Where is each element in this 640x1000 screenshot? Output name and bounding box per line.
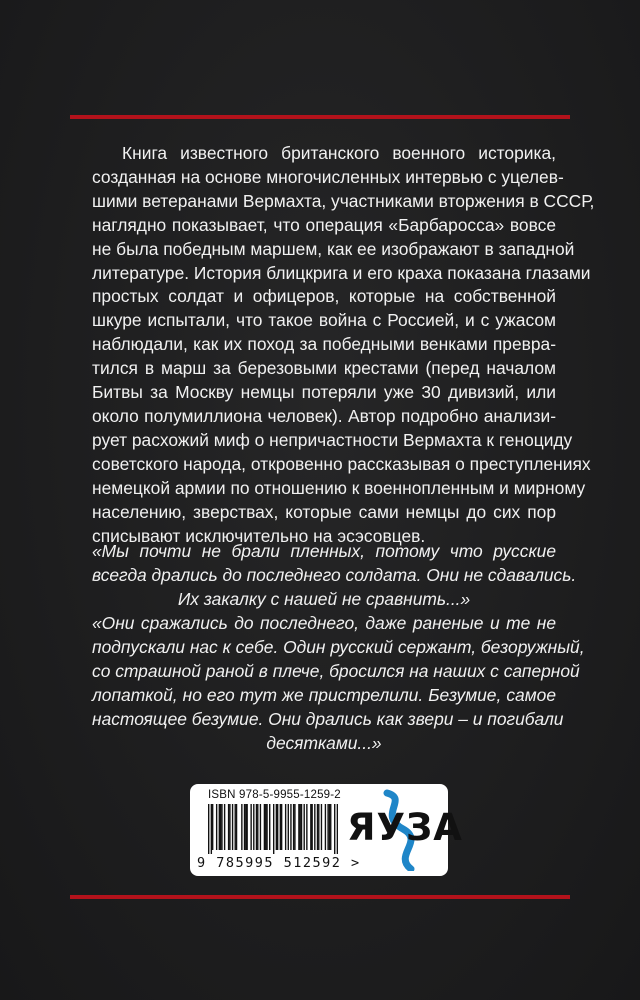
barcode-stripe bbox=[236, 804, 237, 850]
description-line: шими ветеранами Вермахта, участниками вторжения в СССР, bbox=[92, 190, 595, 211]
barcode-stripe bbox=[244, 804, 245, 850]
barcode-stripe bbox=[266, 804, 267, 850]
description-line: простых солдат и офицеров, которые на собственной bbox=[92, 286, 556, 307]
barcode-stripe bbox=[273, 804, 274, 854]
book-description bbox=[92, 142, 595, 548]
barcode-stripe bbox=[228, 804, 229, 850]
barcode-stripe bbox=[269, 804, 270, 850]
barcode-stripe bbox=[329, 804, 330, 850]
veteran-quote-1 bbox=[92, 540, 577, 612]
quote-line: Их закалку с нашей не сравнить...» bbox=[177, 588, 471, 609]
quote-line: настоящее безумие. Они дрались как звери – и погибали bbox=[92, 708, 564, 729]
barcode-stripe bbox=[208, 804, 209, 854]
barcode-stripe bbox=[281, 804, 282, 850]
barcode-stripe bbox=[321, 804, 322, 850]
quote-line: лопаткой, но его тут же пристрелили. Безумие, самое bbox=[92, 684, 556, 705]
bottom-red-rule bbox=[70, 895, 570, 899]
description-line: Книга известного британского военного историка, bbox=[122, 143, 556, 163]
barcode-stripe bbox=[318, 804, 319, 850]
barcode-stripe bbox=[245, 804, 246, 850]
barcode-stripe bbox=[310, 804, 311, 850]
description-line: шкуре испытали, что такое война с Россией, и с ужасом bbox=[92, 310, 556, 331]
barcode-panel bbox=[190, 784, 463, 876]
description-line: тился в марш за березовыми крестами (перед началом bbox=[92, 358, 556, 379]
barcode-stripe bbox=[224, 804, 225, 850]
barcode-stripe bbox=[327, 804, 328, 850]
description-line: наглядно показывает, что операция «Барбаросса» вовсе bbox=[92, 214, 556, 235]
barcode-stripe bbox=[220, 804, 221, 850]
barcode-stripe bbox=[241, 804, 242, 850]
description-line: Битвы за Москву немцы потеряли уже 30 дивизий, или bbox=[92, 382, 556, 403]
barcode-stripe bbox=[256, 804, 257, 850]
barcode-stripe bbox=[317, 804, 318, 850]
barcode-stripe bbox=[337, 804, 338, 854]
barcode-stripe bbox=[290, 804, 291, 850]
barcode-stripe bbox=[265, 804, 266, 850]
barcode-stripe bbox=[288, 804, 289, 850]
description-line: списывают исключительно на эсэсовцев. bbox=[92, 525, 426, 546]
barcode-stripe bbox=[325, 804, 326, 850]
barcode-stripe bbox=[260, 804, 261, 850]
description-line: немецкой армии по отношению к военнопленным и мирному bbox=[92, 477, 586, 498]
description-line: около полумиллиона человек). Автор подробно анализи- bbox=[92, 405, 556, 426]
barcode-stripe bbox=[334, 804, 335, 854]
description-line: не была победным маршем, как ее изображают в западной bbox=[92, 238, 575, 259]
barcode-stripe bbox=[211, 804, 212, 854]
barcode-digits: 9 785995 512592 > bbox=[197, 855, 361, 871]
barcode-stripe bbox=[311, 804, 312, 850]
barcode-stripe bbox=[221, 804, 222, 850]
barcode-stripe bbox=[276, 804, 277, 850]
barcode-stripe bbox=[330, 804, 331, 850]
quote-line: «Они сражались до последнего, даже раненые и те не bbox=[92, 613, 556, 633]
barcode-stripe bbox=[294, 804, 295, 850]
barcode-stripe bbox=[219, 804, 220, 850]
barcode-stripe bbox=[250, 804, 251, 850]
barcode-stripe bbox=[314, 804, 315, 850]
quote-line: всегда дрались до последнего солдата. Они не сдавались. bbox=[92, 564, 577, 585]
barcode-stripe bbox=[301, 804, 302, 850]
barcode-stripe bbox=[285, 804, 286, 850]
barcode-stripe bbox=[257, 804, 258, 850]
barcode-stripe bbox=[229, 804, 230, 850]
barcode-bars bbox=[208, 804, 338, 854]
quote-line: подпускали нас к себе. Один русский сержант, безоружный, bbox=[92, 636, 585, 657]
description-line: населению, зверствах, которые сами немцы до сих пор bbox=[92, 501, 556, 522]
barcode-stripe bbox=[253, 804, 254, 850]
barcode-stripe bbox=[293, 804, 294, 850]
barcode-stripe bbox=[246, 804, 247, 850]
barcode-stripe bbox=[277, 804, 278, 850]
top-red-rule bbox=[70, 115, 570, 119]
barcode-stripe bbox=[300, 804, 301, 850]
description-line: литературе. История блицкрига и его краха показана глазами bbox=[92, 262, 591, 283]
description-line: созданная на основе многочисленных интервью с уцелев- bbox=[92, 166, 564, 187]
barcode-stripe bbox=[232, 804, 233, 850]
isbn-number: ISBN 978-5-9955-1259-2 bbox=[208, 789, 341, 801]
quote-line: со страшной раной в плече, бросился на наших с саперной bbox=[92, 660, 580, 681]
barcode-stripe bbox=[304, 804, 305, 850]
description-line: рует расхожий миф о непричастности Вермахта к геноциду bbox=[92, 429, 573, 450]
publisher-logo-text: ЯУЗА bbox=[347, 806, 463, 849]
barcode-stripe bbox=[306, 804, 307, 850]
barcode-stripe bbox=[298, 804, 299, 850]
barcode-stripe bbox=[235, 804, 236, 850]
quote-line: десятками...» bbox=[266, 732, 382, 753]
barcode-stripe bbox=[212, 804, 213, 850]
description-line: советского народа, откровенно рассказывая о преступлениях bbox=[92, 453, 591, 474]
barcode-stripe bbox=[264, 804, 265, 850]
barcode-stripe bbox=[216, 804, 217, 850]
barcode-stripe bbox=[280, 804, 281, 850]
description-line: наблюдали, как их поход за победными венками превра- bbox=[92, 334, 556, 355]
quote-line: «Мы почти не брали пленных, потому что русские bbox=[92, 541, 556, 561]
veteran-quote-2 bbox=[92, 612, 585, 755]
publisher-logo bbox=[347, 789, 463, 871]
